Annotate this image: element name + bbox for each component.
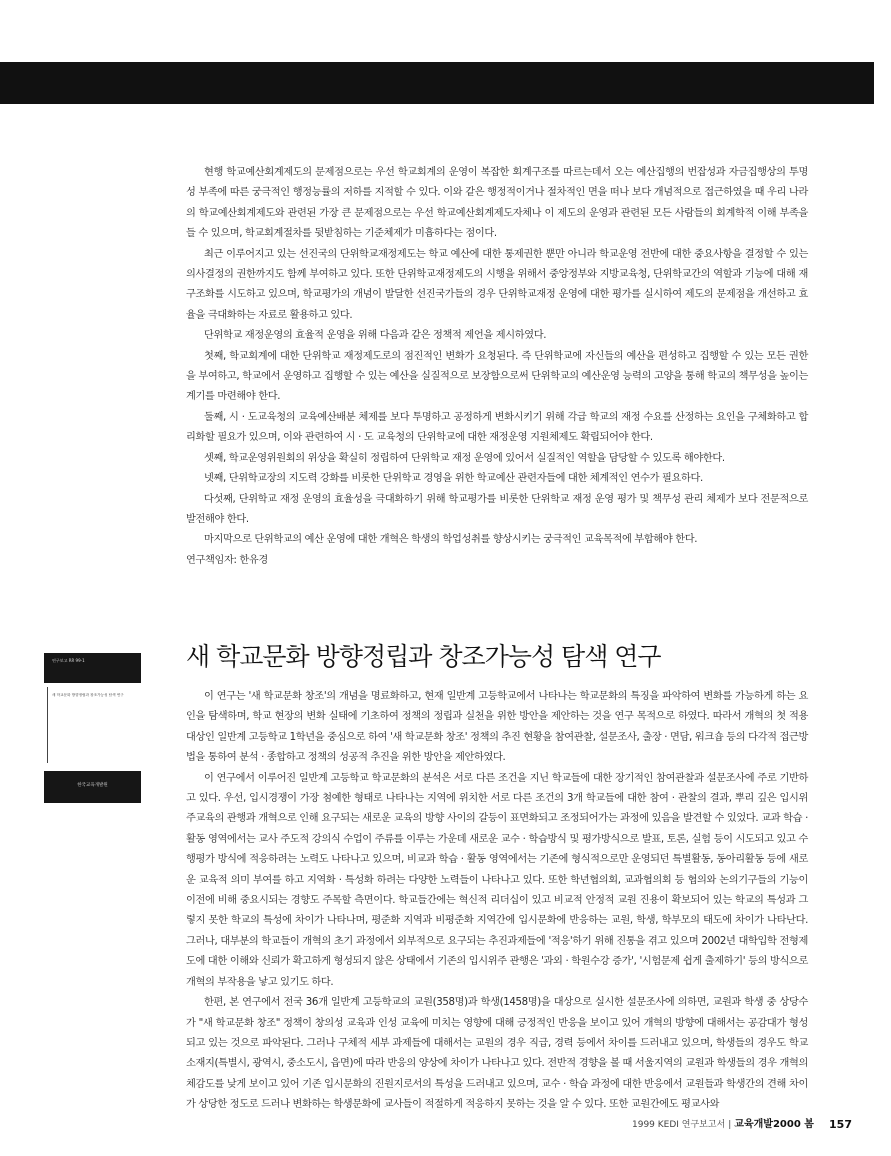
book-cover-image: [44, 653, 141, 803]
footer-series: 1999 KEDI 연구보고서: [632, 1120, 726, 1130]
paragraph: 이 연구에서 이루어진 일반계 고등학교 학교문화의 분석은 서로 다른 조건을 지닌 학교들에 대한 장기적인 참여관찰과 설문조사에 주로 기반하고 있다. 우선, 입시경쟁이 가장 첨예한 형태로 나타나는 지역에 위치한 서로 다른 조건의 3개 학교들에 대한 참여 · 관찰의 결과, 뿌리 깊은 입시위주교육의 관행과 개혁으로 인해 요구되는 새로운 교육의 방향 사이의 갈등이 표면화되고 조정되어가는 과정에 있음을 발견할 수 있었다. 교과 학습 · 활동 영역에서는 교사 주도적 강의식 수업이 주류를 이루는 가운데 새로운 교수 · 학습방식 및 평가방식으로 발표, 토론, 실험 등이 시도되고 있고 수행평가 방식에 적응하려는 노력도 나타나고 있으며, 비교과 학습 · 활동 영역에서는 기존에 형식적으로만 운영되던 특별활동, 동아리활동 등에 새로운 교육적 의미 부여를 하고 지역화 · 특성화 하려는 다양한 노력들이 나타나고 있다. 또한 학년협의회, 교과협의회 등 협의와 논의기구들의 기능이 이전에 비해 중요시되는 경향도 주목할 측면이다. 학교들간에는 혁신적 리더십이 있고 비교적 안정적 교원 진용이 확보되어 있는 학교의 특성과 그렇지 못한 학교의 특성에 차이가 나타나며, 평준화 지역과 비평준화 지역간에 입시문화에 반응하는 교원, 학생, 학부모의 태도에 차이가 나타난다. 그러나, 대부분의 학교들이 개혁의 초기 과정에서 외부적으로 요구되는 추진과제들에 '적응'하기 위해 진통을 겪고 있으며 2002년 대학입학 전형제도에 대한 이해와 신뢰가 확고하게 형성되지 않은 상태에서 기존의 입시위주 관행은 '과외 · 학원수강 증가', '시험문제 쉽게 출제하기' 등의 방식으로 개혁의 부작용을 낳고 있기도 하다.: [186, 772, 808, 988]
book-cover-publisher: 한국교육개발원: [77, 783, 108, 788]
paragraph: 다섯째, 단위학교 재정 운영의 효율성을 극대화하기 위해 학교평가를 비롯한 단위학교 재정 운영 평가 및 책무성 관리 체제가 보다 전문적으로 발전해야 한다.: [186, 493, 808, 525]
book-cover-bottom-band: [44, 771, 141, 803]
footer-separator: |: [728, 1120, 732, 1130]
paragraph: 한편, 본 연구에서 전국 36개 일반계 고등학교의 교원(358명)과 학생(1458명)을 대상으로 실시한 설문조사에 의하면, 교원과 학생 중 상당수가 "새 학교문화 창조" 정책이 창의성 교육과 인성 교육에 미치는 영향에 대해 긍정적인 반응을 보이고 있어 개혁의 방향에 대해서는 공감대가 형성되고 있는 것으로 파악된다. 그러나 구체적 세부 과제들에 대해서는 교원의 경우 직급, 경력 등에서 차이를 드러내고 있으며, 학생들의 경우도 학교소재지(특별시, 광역시, 중소도시, 읍면)에 따라 반응의 양상에 차이가 나타나고 있다. 전반적 경향을 볼 때 서울지역의 교원과 학생들의 경우 개혁의 체감도를 낮게 보이고 있어 기존 입시문화의 진원지로서의 특성을 드러내고 있으며, 교수 · 학습 과정에 대한 반응에서 교원들과 학생간의 견해 차이가 상당한 정도로 드러나 변화하는 학생문화에 교사들이 적절하게 적응하지 못하는 것을 알 수 있다. 또한 교원간에도 평교사와: [186, 997, 808, 1111]
section-title: 새 학교문화 방향정립과 창조가능성 탐색 연구: [186, 642, 661, 671]
paragraph: 마지막으로 단위학교의 예산 운영에 대한 개혁은 학생의 학업성취를 향상시키는 궁극적인 교육목적에 부합해야 한다.: [204, 534, 698, 546]
section-school-culture-summary: [186, 687, 808, 1116]
book-cover-top-band: [44, 653, 141, 683]
page-number: 157: [829, 1118, 852, 1131]
paragraph: 넷째, 단위학교장의 지도력 강화를 비롯한 단위학교 경영을 위한 학교예산 관련자들에 대한 체계적인 연수가 필요하다.: [204, 473, 703, 485]
paragraph: 최근 이루어지고 있는 선진국의 단위학교재정제도는 학교 예산에 대한 통제권한 뿐만 아니라 학교운영 전반에 대한 중요사항을 결정할 수 있는 의사결정의 권한까지도 함께 부여하고 있다. 또한 단위학교재정제도의 시행을 위해서 중앙정부와 지방교육청, 단위학교간의 역할과 기능에 대해 재구조화를 시도하고 있으며, 학교평가의 개념이 발달한 선진국가들의 경우 단위학교재정 운영에 대한 평가를 실시하여 제도의 문제점을 개선하고 효율을 극대화하는 자료로 활용하고 있다.: [186, 248, 808, 321]
paragraph: 단위학교 재정운영의 효율적 운영을 위해 다음과 같은 정책적 제언을 제시하였다.: [204, 330, 547, 342]
paragraph: 셋째, 학교운영위원회의 위상을 확실히 정립하여 단위학교 재정 운영에 있어서 실질적인 역할을 담당할 수 있도록 해야한다.: [204, 452, 725, 464]
book-cover-label: 연구보고 RR 99-1: [52, 658, 85, 663]
paragraph: 현행 학교예산회계제도의 문제점으로는 우선 학교회계의 운영이 복잡한 회계구조를 따르는데서 오는 예산집행의 번잡성과 자금집행상의 투명성 부족에 따른 궁극적인 행정능률의 저하를 지적할 수 있다. 이와 같은 행정적이거나 절차적인 면을 떠나 보다 개념적으로 접근하였을 때 우리 나라의 학교예산회계제도와 관련된 가장 큰 문제점으로는 우선 학교예산회계제도자체나 이 제도의 운영과 관련된 모든 사람들의 회계학적 이해 부족을 들 수 있으며, 학교회계절차를 뒷받침하는 기준체제가 미흡하다는 점이다.: [186, 167, 808, 240]
book-cover-title: 새 학교문화 방향정립과 창조가능성 탐색 연구: [52, 693, 124, 697]
footer-brand: 교육개발2000 봄: [734, 1119, 814, 1130]
page-footer: [632, 1117, 852, 1133]
author-credit: 연구책임자: 한유경: [186, 554, 268, 566]
paragraph: 둘째, 시 · 도교육청의 교육예산배분 체제를 보다 투명하고 공정하게 변화시키기 위해 각급 학교의 재정 수요를 산정하는 요인을 구체화하고 합리화할 필요가 있으며, 이와 관련하여 시 · 도 교육청의 단위학교에 대한 재정운영 지원체제도 확립되어야 한다.: [186, 411, 808, 444]
paragraph: 이 연구는 '새 학교문화 창조'의 개념을 명료화하고, 현재 일반계 고등학교에서 나타나는 학교문화의 특징을 파악하여 변화를 가능하게 하는 요인을 탐색하며, 학교 현장의 변화 실태에 기초하여 정책의 정립과 실천을 위한 방안을 제안하는 것을 연구 목적으로 하였다. 따라서 개혁의 첫 적용대상인 일반계 고등학교 1학년을 중심으로 하여 '새 학교문화 창조' 정책의 추진 현황을 참여관찰, 설문조사, 출장 · 면담, 워크숍 등의 다각적 접근방법을 통하여 분석 · 종합하고 정책의 성공적 추진을 위한 방안을 제안하였다.: [186, 691, 808, 764]
paragraph: 첫째, 학교회계에 대한 단위학교 재정제도로의 점진적인 변화가 요청된다. 즉 단위학교에 자신들의 예산을 편성하고 집행할 수 있는 모든 권한을 부여하고, 학교에서 운영하고 집행할 수 있는 예산을 실질적으로 보장함으로써 단위학교의 예산운영 능력의 고양을 통해 학교의 책무성을 높이는 계기를 마련해야 한다.: [186, 350, 808, 403]
book-cover-rule: [47, 687, 48, 763]
section-school-budget-summary: [186, 163, 808, 571]
header-black-band: [0, 62, 874, 104]
